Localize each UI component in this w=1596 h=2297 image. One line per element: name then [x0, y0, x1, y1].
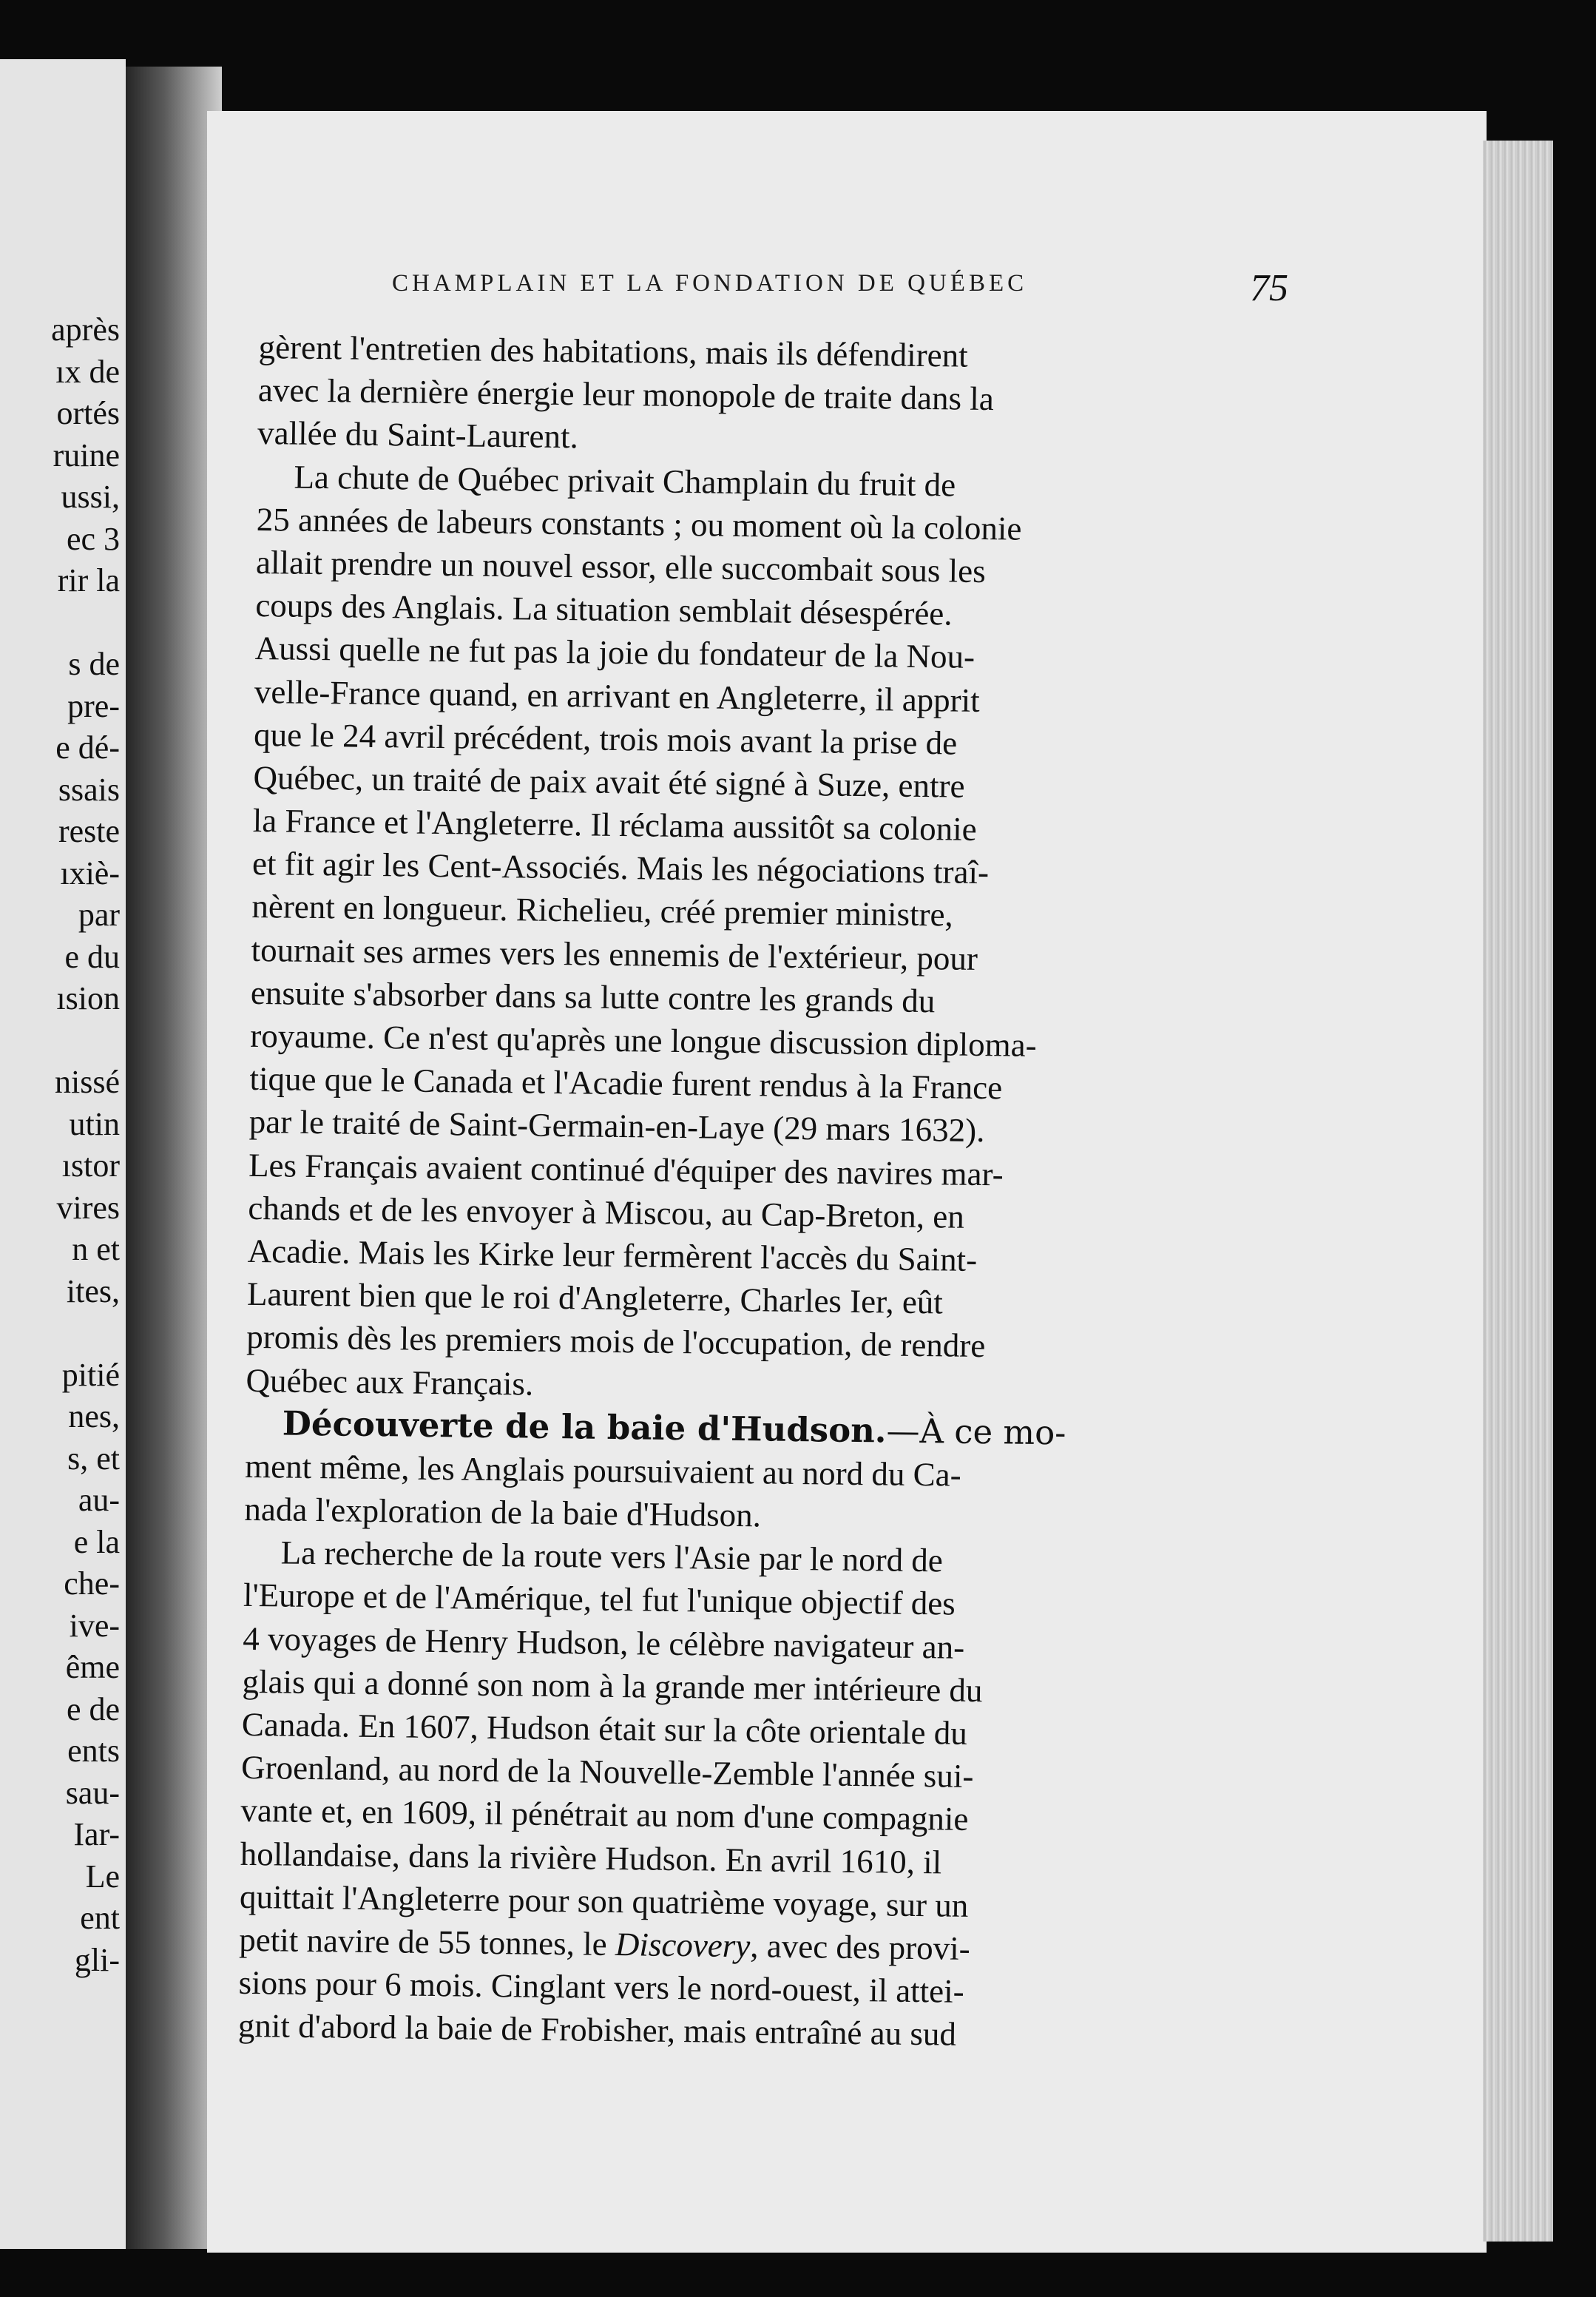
left-fragment-line: ruine: [53, 436, 120, 473]
text-line: avec la dernière énergie leur monopole de traite dans la: [257, 371, 995, 418]
text-line: vante et, en 1609, il pénétrait au nom d'une compagnie: [240, 1792, 969, 1838]
text-line: royaume. Ce n'est qu'après une longue discussion diploma-: [249, 1016, 1037, 1064]
text-line: coups des Anglais. La situation semblait désespérée.: [255, 587, 953, 633]
text-line: Acadie. Mais les Kirke leur fermèrent l'accès du Saint-: [247, 1232, 978, 1278]
running-head: CHAMPLAIN ET LA FONDATION DE QUÉBEC: [392, 270, 1028, 297]
left-page: [0, 59, 126, 2249]
left-fragment-line: vires: [56, 1189, 120, 1226]
left-fragment-line: ıxiè-: [60, 854, 120, 891]
text-line: ment même, les Anglais poursuivaient au nord du Ca-: [244, 1447, 961, 1494]
left-fragment-line: [1, 1020, 120, 1062]
left-fragment-line: ısion: [56, 980, 120, 1016]
left-fragment-line: pitié: [61, 1356, 120, 1393]
page-number: 75: [1250, 267, 1288, 309]
text-line: tique que le Canada et l'Acadie furent rendus à la France: [249, 1060, 1003, 1107]
left-fragment-line: rir la: [57, 562, 120, 598]
left-fragment-line: ssais: [58, 771, 120, 808]
text-line: La recherche de la route vers l'Asie par le nord de: [280, 1534, 944, 1579]
text-line: allait prendre un nouvel essor, elle succombait sous les: [255, 543, 987, 590]
left-fragment-line: [1, 1312, 120, 1355]
body-text: [238, 326, 1291, 2060]
left-page-fragments: [1, 309, 120, 1981]
left-fragment-line: nes,: [68, 1398, 120, 1434]
left-fragment-line: s de: [68, 646, 120, 682]
left-fragment-line: sau-: [65, 1774, 120, 1811]
left-fragment-line: Le: [85, 1858, 120, 1895]
text-line: gèrent l'entretien des habitations, mais ils défendirent: [258, 328, 968, 374]
left-fragment-line: ıx de: [55, 353, 120, 390]
text-line: Québec aux Français.: [246, 1361, 534, 1403]
line-text: , avec des provi-: [750, 1927, 970, 1967]
text-line: Les Français avaient continué d'équiper des navires mar-: [248, 1146, 1004, 1193]
text-line: vallée du Saint-Laurent.: [257, 414, 579, 456]
text-line: sions pour 6 mois. Cinglant vers le nord-ouest, il attei-: [238, 1963, 964, 2010]
line-text: —À ce mo-: [886, 1411, 1066, 1453]
text-line: glais qui a donné son nom à la grande mer intérieure du: [242, 1662, 983, 1709]
text-line: Laurent bien que le roi d'Angleterre, Charles Ier, eût: [246, 1275, 944, 1321]
text-line: gnit d'abord la baie de Frobisher, mais entraîné au sud: [237, 2007, 957, 2054]
left-fragment-line: e de: [66, 1690, 120, 1727]
left-fragment-line: utin: [69, 1105, 120, 1142]
left-fragment-line: n et: [72, 1231, 120, 1267]
ship-name: Discovery: [615, 1925, 751, 1965]
text-line: la France et l'Angleterre. Il réclama aussitôt sa colonie: [252, 802, 978, 848]
left-fragment-line: ents: [67, 1733, 120, 1769]
text-line: quittait l'Angleterre pour son quatrième voyage, sur un: [239, 1878, 969, 1924]
left-fragment-line: reste: [58, 813, 120, 849]
text-line: 25 années de labeurs constants ; ou moment où la colonie: [256, 500, 1022, 547]
text-line: par le traité de Saint-Germain-en-Laye (29 mars 1632).: [248, 1103, 985, 1150]
text-line: ensuite s'absorber dans sa lutte contre les grands du: [250, 974, 936, 1020]
text-line: hollandaise, dans la rivière Hudson. En avril 1610, il: [240, 1835, 942, 1881]
left-fragment-line: e dé-: [55, 729, 120, 766]
left-fragment-line: nissé: [55, 1064, 120, 1100]
left-fragment-line: ıstor: [61, 1147, 120, 1184]
left-fragment-line: au-: [78, 1482, 120, 1518]
text-line: Groenland, au nord de la Nouvelle-Zemble l'année sui-: [240, 1749, 974, 1795]
text-line: Canada. En 1607, Hudson était sur la côte orientale du: [241, 1705, 968, 1752]
left-fragment-line: e la: [73, 1523, 120, 1560]
left-fragment-line: après: [51, 311, 120, 348]
left-fragment-line: e du: [64, 938, 120, 975]
left-fragment-line: s, et: [67, 1440, 120, 1477]
left-fragment-line: ortés: [56, 395, 120, 431]
text-line: nèrent en longueur. Richelieu, créé premier ministre,: [251, 888, 954, 934]
left-fragment-line: ussi,: [61, 479, 120, 515]
text-line: 4 voyages de Henry Hudson, le célèbre navigateur an-: [243, 1619, 965, 1666]
left-fragment-line: par: [78, 897, 120, 933]
section-heading: Découverte de la baie d'Hudson.: [282, 1403, 887, 1451]
text-line: Aussi quelle ne fut pas la joie du fondateur de la Nou-: [254, 630, 975, 676]
text-line: nada l'exploration de la baie d'Hudson.: [244, 1490, 762, 1534]
left-fragment-line: gli-: [74, 1941, 120, 1978]
line-text: petit navire de 55 tonnes, le: [239, 1920, 616, 1963]
left-fragment-line: Iar-: [73, 1816, 120, 1852]
left-fragment-line: che-: [64, 1565, 120, 1602]
text-line: Québec, un traité de paix avait été signé à Suze, entre: [253, 758, 965, 805]
text-line: que le 24 avril précédent, trois mois avant la prise de: [253, 715, 958, 762]
text-line: tournait ses armes vers les ennemis de l'extérieur, pour: [251, 931, 978, 977]
left-fragment-line: pre-: [67, 687, 120, 724]
text-line: et fit agir les Cent-Associés. Mais les négociations traî-: [251, 845, 990, 891]
text-line: l'Europe et de l'Amérique, tel fut l'unique objectif des: [243, 1576, 956, 1623]
left-fragment-line: ent: [80, 1900, 120, 1936]
left-fragment-line: ive-: [69, 1607, 120, 1644]
left-fragment-line: ites,: [66, 1272, 120, 1309]
left-fragment-line: ême: [65, 1649, 120, 1685]
text-line: velle-France quand, en arrivant en Angleterre, il apprit: [254, 672, 981, 719]
text-line: promis dès les premiers mois de l'occupation, de rendre: [246, 1318, 986, 1365]
page-edges: [1483, 141, 1553, 2242]
text-line: chands et de les envoyer à Miscou, au Cap-Breton, en: [248, 1189, 965, 1235]
text-line: La chute de Québec privait Champlain du fruit de: [294, 458, 956, 504]
left-fragment-line: ec 3: [66, 520, 120, 557]
left-fragment-line: [1, 602, 120, 644]
